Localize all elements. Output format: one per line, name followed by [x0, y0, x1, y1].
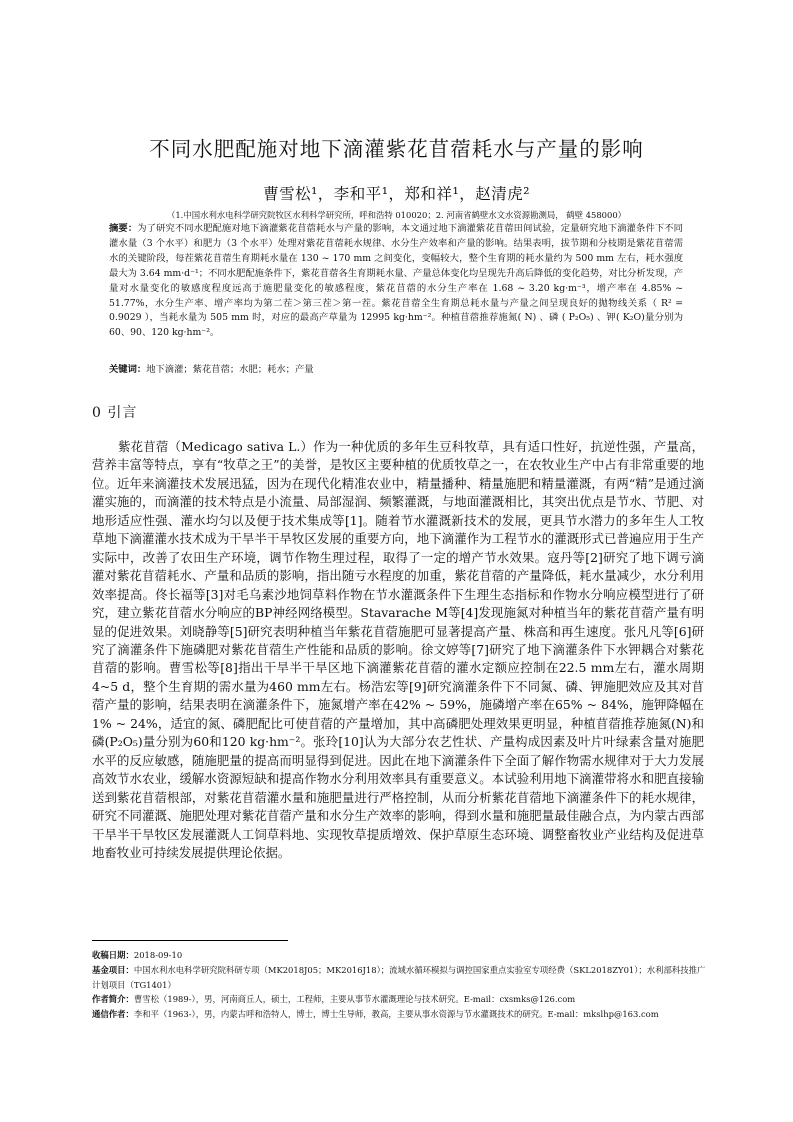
affiliation: （1.中国水利水电科学研究院牧区水利科学研究所，呼和浩特 010020；2. 河南省鹤壁水文水资源勘测局， 鹤壁 458000） [166, 210, 627, 220]
footnote-label: 作者简介： [92, 994, 134, 1005]
introduction-paragraph: 紫花苜蓿（Medicago sativa L.）作为一种优质的多年生豆科牧草，具有适口性好，抗逆性强，产量高，营养丰富等特点，享有“牧草之王”的美誉，是牧区主要种植的优质牧草之一，在农牧业生产中占有非常重要的地位。近年来滴灌技术发展迅猛，因为在现代化精准农业中，精量播种、精量施肥和精量灌溉，有两“精”是通过滴灌实施的，而滴灌的技术特点是小流量、局部湿润、频繁灌溉，与地面灌溉相比，其突出优点是节水、节肥、对地形适应性强、灌水均匀以及便于技术集成等[1]。随着节水灌溉新技术的发展，更具节水潜力的多年生人工牧草地下滴灌灌水技术成为干旱半干旱牧区发展的重要方向，地下滴灌作为工程节水的灌溉形式已普遍应用于生产实际中，改善了农田生产环境，调节作物生理过程，取得了一定的增产节水效果。寇丹等[2]研究了地下调亏滴灌对紫花苜蓿耗水、产量和品质的影响，指出随亏水程度的加重，紫花苜蓿的产量降低，耗水量减少，水分利用效率提高。佟长福等[3]对毛乌素沙地饲草料作物在节水灌溉条件下生理生态指标和作物水分响应模型进行了研究，建立紫花苜蓿水分响应的BP神经网络模型。Stavarache M等[4]发现施氮对种植当年的紫花苜蓿产量有明显的促进效果。刘晓静等[5]研究表明种植当年紫花苜蓿施肥可显著提高产量、株高和再生速度。张凡凡等[6]研究了滴灌条件下施磷肥对紫花苜蓿生产性能和品质的影响。徐文婷等[7]研究了地下滴灌条件下水钾耦合对紫花苜蓿的影响。曹雪松等[8]指出干旱半干旱区地下滴灌紫花苜蓿的灌水定额应控制在22.5 mm左右，灌水周期4~5 d，整个生育期的需水量为460 mm左右。杨浩宏等[9]研究滴灌条件下不同氮、磷、钾施肥效应及其对苜蓿产量的影响，结果表明在滴灌条件下，施氮增产率在42% ~ 59%，施磷增产率在65% ~ 84%，施钾降幅在1% ~ 24%，适宜的氮、磷肥配比可使苜蓿的产量增加，其中高磷肥处理效果更明显，种植苜蓿推荐施氮(N)和磷(P₂O₅)量分别为60和120 kg·hm⁻²。张玲[10]认为大部分农艺性状、产量构成因素及叶片叶绿素含量对施肥水平的反应敏感，随施肥量的提高而明显得到促进。因此在地下滴灌条件下全面了解作物需水规律对于大力发展高效节水农业，缓解水资源短缺和提高作物水分利用效率具有重要意义。本试验利用地下滴灌带将水和肥直接输送到紫花苜蓿根部，对紫花苜蓿灌水量和施肥量进行严格控制，从而分析紫花苜蓿地下滴灌条件下的耗水规律，研究不同灌溉、施肥处理对紫花苜蓿产量和水分生产效率的影响，得到水量和施肥量最佳融合点，为内蒙古西部干旱半干旱牧区发展灌溉人工饲草料地、实现牧草提质增效、保护草原生态环境、调整畜牧业产业结构及促进草地畜牧业可持续发展提供理论依据。 [92, 439, 704, 860]
footnotes [92, 948, 712, 1022]
footnote-text: 中国水利水电科学研究院科研专项（MK2018J05；MK2016J18）；流域水循环模拟与调控国家重点实验室专项经费（SKL2018ZY01）；水利部科技推广计划项目（TG1401） [92, 964, 706, 990]
footnote-text: 曹雪松（1989-），男，河南商丘人，硕士，工程师，主要从事节水灌溉理论与技术研究。E-mail：cxsmks@126.com [133, 994, 576, 1005]
keywords-label: 关键词： [109, 364, 147, 375]
footnote-label: 基金项目： [92, 964, 134, 975]
abstract-label: 摘要： [109, 223, 138, 234]
footnote-text: 李和平（1963-），男，内蒙古呼和浩特人，博士，博士生导师，教高，主要从事水资源与节水灌溉技术的研究。E-mail：mkslhp@163.com [133, 1009, 659, 1020]
footnote-label: 收稿日期： [92, 950, 134, 960]
footnote-author-bio [92, 992, 712, 1007]
footnote-divider [92, 940, 288, 941]
abstract-text: 为了研究不同水肥配施对地下滴灌紫花苜蓿耗水与产量的影响，本文通过地下滴灌紫花苜蓿田间试验，定量研究地下滴灌条件下不同灌水量（3 个水平）和肥力（3 个水平）处理对紫花苜蓿耗水规律、水分生产效率和产量的影响。结果表明，拔节期和分枝期是紫花苜蓿需水的关键阶段，每茬紫花苜蓿生育期耗水量在 130 ~ 170 mm 之间变化，变幅较大，整个生育期的耗水量约为 500 mm 左右，耗水强度最大为 3.64 mm·d⁻¹；不同水肥配施条件下，紫花苜蓿各生育期耗水量、产量总体变化均呈现先升高后降低的变化趋势，对比分析发现，产量对水量变化的敏感度程度远高于施肥量变化的敏感程度，紫花苜蓿的水分生产率在 1.68 ~ 3.20 kg·m⁻³，增产率在 4.85% ~ 51.77%，水分生产率、增产率均为第二茬＞第三茬＞第一茬。紫花苜蓿全生育期总耗水量与产量之间呈现良好的抛物线关系（ R² = 0.9029 ），当耗水量为 505 mm 时，对应的最高产草量为 12995 kg·hm⁻²。种植苜蓿推荐施氮( N) 、磷 ( P₂O₅) 、钾( K₂O)量分别为 60、90、120 kg·hm⁻²。 [109, 223, 683, 339]
footnote-funding [92, 963, 712, 993]
abstract [109, 222, 683, 341]
footnote-text: 2018-09-10 [133, 950, 183, 960]
keywords [109, 363, 683, 378]
section-heading-introduction: 0 引言 [92, 405, 138, 421]
author-list: 曹雪松¹，李和平¹，郑和祥¹，赵清虎² [263, 185, 530, 203]
footnote-corresponding-author [92, 1007, 712, 1022]
keywords-text: 地下滴灌；紫花苜蓿；水肥；耗水；产量 [146, 364, 314, 375]
paper-title: 不同水肥配施对地下滴灌紫花苜蓿耗水与产量的影响 [149, 137, 644, 161]
footnote-label: 通信作者： [92, 1009, 134, 1020]
footnote-received [92, 948, 712, 963]
